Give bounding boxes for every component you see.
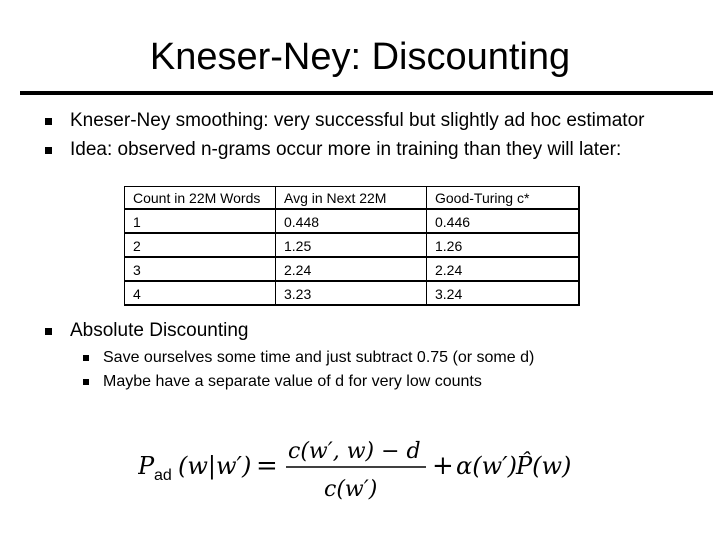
table-cell: 0.448 [284, 214, 320, 230]
data-table [124, 186, 580, 306]
bullet-marker [45, 147, 52, 154]
table-cell: 3.24 [435, 286, 463, 302]
bullet-marker [45, 118, 52, 125]
table-cell: 0.446 [435, 214, 471, 230]
sub-bullet-text: Save ourselves some time and just subtract 0.75 (or some d) [103, 349, 535, 366]
table-header-cell: Count in 22M Words [133, 190, 261, 206]
formula-numerator: c(w′, w) − d [288, 439, 421, 464]
formula-phat: P̂(w) [516, 452, 572, 480]
table-column-divider [426, 186, 427, 306]
formula-lhs-args: (w|w′) [178, 452, 252, 480]
table-cell: 2.24 [435, 262, 463, 278]
table-cell: 4 [133, 286, 141, 302]
formula-denominator: c(w′) [324, 477, 378, 502]
formula-equals: = [256, 451, 278, 481]
sub-bullet-marker [83, 355, 89, 361]
absolute-discounting-formula [138, 430, 588, 505]
table-row [124, 282, 580, 306]
table-cell: 3 [133, 262, 141, 278]
table-cell: 1 [133, 214, 141, 230]
table-cell: 3.23 [284, 286, 312, 302]
table-row [124, 234, 580, 258]
table-header-cell: Good-Turing c* [435, 190, 530, 206]
sub-bullet-marker [83, 379, 89, 385]
table-header-row [124, 186, 580, 210]
bullet-marker [45, 328, 52, 335]
table-cell: 1.26 [435, 238, 463, 254]
table-cell: 1.25 [284, 238, 312, 254]
table-row [124, 210, 580, 234]
bullet-text: Kneser-Ney smoothing: very successful but slightly ad hoc estimator [70, 110, 645, 131]
formula-plus: + [432, 451, 454, 481]
table-cell: 2.24 [284, 262, 312, 278]
table-header-cell: Avg in Next 22M [284, 190, 387, 206]
page-title: Kneser-Ney: Discounting [149, 36, 571, 78]
formula-alpha: α(w′) [456, 452, 517, 480]
sub-bullet-text: Maybe have a separate value of d for very low counts [103, 373, 482, 390]
bullet-text: Idea: observed n-grams occur more in training than they will later: [70, 139, 622, 160]
table-border-left [124, 186, 125, 306]
table-border-right [578, 186, 580, 306]
formula-p-symbol: P [138, 452, 155, 480]
table-cell: 2 [133, 238, 141, 254]
table-column-divider [275, 186, 276, 306]
title-divider [20, 91, 713, 95]
table-row [124, 258, 580, 282]
section-heading: Absolute Discounting [70, 320, 249, 341]
formula-subscript: ad [154, 467, 172, 484]
